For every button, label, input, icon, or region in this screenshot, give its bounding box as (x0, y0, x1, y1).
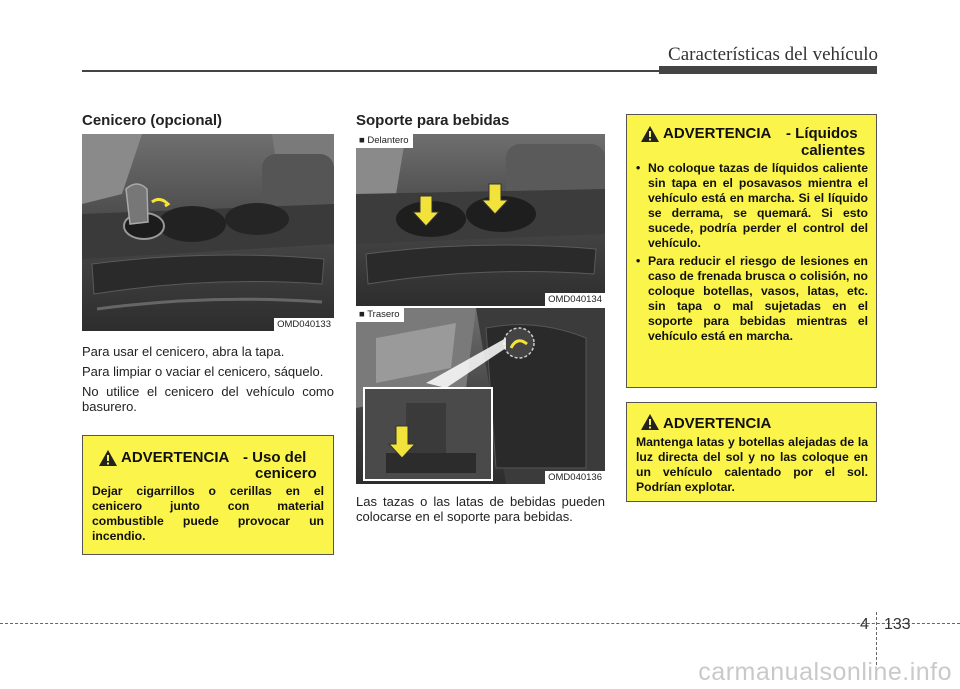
cupholder-heading: Soporte para bebidas (356, 112, 510, 129)
hot-liquids-warning-subtitle-1: - Líquidos (786, 125, 858, 142)
ashtray-paragraph-3: No utilice el cenicero del vehículo como basurero. (82, 384, 334, 414)
front-cupholder-photo (356, 134, 605, 306)
rear-cupholder-photo (356, 308, 605, 484)
hot-liquids-warning-box (626, 114, 877, 388)
ashtray-paragraph-2: Para limpiar o vaciar el cenicero, sáquelo. (82, 364, 324, 379)
hot-liquids-warning-subtitle-2: calientes (801, 142, 866, 159)
warning-icon (99, 450, 117, 466)
ashtray-photo-code: OMD040133 (274, 318, 334, 331)
header-rule (82, 70, 659, 72)
hot-liquids-warning-item: • Para reducir el riesgo de lesiones en caso de frenada brusca o colisión, no coloque botellas, vasos, latas, etc. sin tapa o mal sujetadas en el soporte para bebidas mientras el vehículo está en marcha. (636, 254, 868, 344)
chapter-number: 4 (860, 616, 869, 633)
page-number: 133 (884, 616, 911, 633)
hot-liquids-warning-list (636, 161, 868, 347)
footer-rule (0, 623, 960, 624)
ashtray-heading: Cenicero (opcional) (82, 112, 223, 129)
ashtray-illustration (82, 134, 334, 331)
ashtray-warning-title: ADVERTENCIA (121, 449, 230, 466)
front-photo-tag: ■ Delantero (356, 134, 413, 148)
rear-photo-tag: ■ Trasero (356, 308, 404, 322)
sun-warning-body: Mantenga latas y botellas alejadas de la luz directa del sol y no las coloque en un vehículo calentado por el sol. Podrían explotar. (636, 435, 868, 494)
rear-photo-code: OMD040136 (545, 471, 605, 484)
watermark: carmanualsonline.info (698, 658, 952, 686)
cupholder-text (356, 494, 605, 529)
ashtray-text (82, 344, 334, 419)
front-photo-code: OMD040134 (545, 293, 605, 306)
hot-liquids-warning-item: • No coloque tazas de líquidos caliente sin tapa en el posavasos mientra el vehículo está en marcha. Si el líquido se derrama, se quemará. Si esto sucede, podría perder el control del vehículo. (636, 161, 868, 251)
header-bar (659, 66, 877, 74)
sun-warning-box (626, 402, 877, 502)
warning-icon (641, 126, 659, 142)
front-cupholder-illustration (356, 134, 605, 306)
ashtray-paragraph-1: Para usar el cenicero, abra la tapa. (82, 344, 285, 359)
cupholder-paragraph: Las tazas o las latas de bebidas pueden colocarse en el soporte para bebidas. (356, 494, 605, 524)
rear-cupholder-illustration (356, 308, 605, 484)
ashtray-warning-body: Dejar cigarrillos o cerillas en el cenicero junto con material combustible puede provocar un incendio. (92, 484, 324, 543)
ashtray-photo (82, 134, 334, 331)
hot-liquids-warning-title: ADVERTENCIA (663, 125, 772, 142)
ashtray-warning-subtitle-2: cenicero (255, 465, 317, 482)
sun-warning-title: ADVERTENCIA (663, 415, 772, 432)
warning-icon (641, 414, 659, 430)
ashtray-warning-box (82, 435, 334, 555)
section-title: Características del vehículo (668, 44, 878, 65)
ashtray-warning-subtitle-1: - Uso del (243, 449, 307, 466)
